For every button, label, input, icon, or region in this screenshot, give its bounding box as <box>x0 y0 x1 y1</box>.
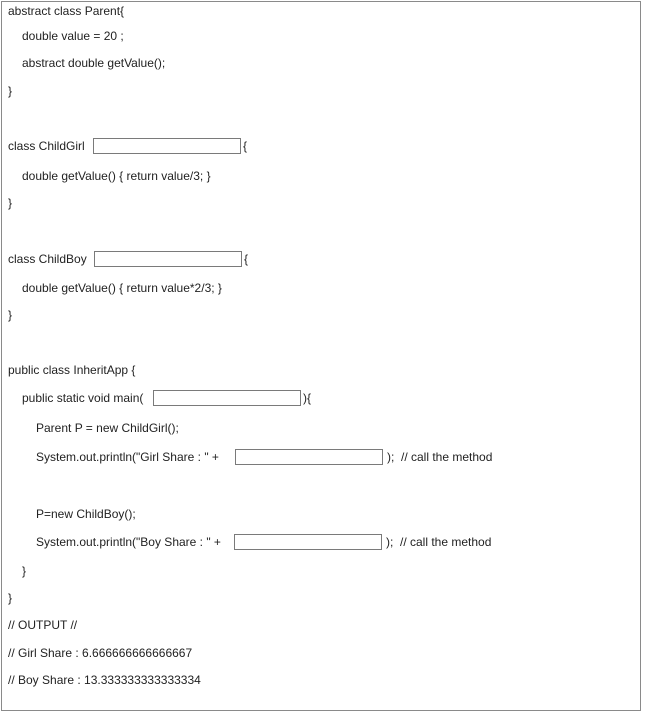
parent-class-header: abstract class Parent{ <box>8 4 125 18</box>
childboy-class-header: class ChildBoy <box>8 252 87 266</box>
inheritapp-class-header: public class InheritApp { <box>8 363 136 377</box>
code-panel <box>1 1 641 711</box>
parent-abstract-method: abstract double getValue(); <box>22 56 166 70</box>
boy-method-call-input[interactable] <box>234 534 382 550</box>
parent-assign-line: Parent P = new ChildGirl(); <box>36 421 179 435</box>
childgirl-extends-input[interactable] <box>93 138 241 154</box>
childgirl-class-header: class ChildGirl <box>8 139 85 153</box>
childboy-close-brace: } <box>8 308 13 322</box>
main-args-input[interactable] <box>153 390 301 406</box>
inheritapp-close-brace: } <box>8 591 13 605</box>
childboy-getvalue-method: double getValue() { return value*2/3; } <box>22 281 222 295</box>
girl-print-prefix: System.out.println("Girl Share : " + <box>36 450 219 464</box>
main-method-prefix: public static void main( <box>22 391 144 405</box>
childgirl-open-brace: { <box>243 139 248 153</box>
main-close-brace: } <box>22 564 27 578</box>
childgirl-getvalue-method: double getValue() { return value/3; } <box>22 169 211 183</box>
parent-close-brace: } <box>8 84 13 98</box>
girl-print-suffix: ); // call the method <box>387 450 493 464</box>
boy-print-suffix: ); // call the method <box>386 535 492 549</box>
output-header: // OUTPUT // <box>8 618 78 632</box>
main-method-suffix: ){ <box>303 391 312 405</box>
parent-value-field: double value = 20 ; <box>22 29 124 43</box>
output-girl-share: // Girl Share : 6.666666666666667 <box>8 646 193 660</box>
boy-assign-line: P=new ChildBoy(); <box>36 507 136 521</box>
girl-method-call-input[interactable] <box>235 449 383 465</box>
childboy-open-brace: { <box>244 252 249 266</box>
output-boy-share: // Boy Share : 13.333333333333334 <box>8 673 201 687</box>
boy-print-prefix: System.out.println("Boy Share : " + <box>36 535 221 549</box>
childgirl-close-brace: } <box>8 196 13 210</box>
childboy-extends-input[interactable] <box>94 251 242 267</box>
